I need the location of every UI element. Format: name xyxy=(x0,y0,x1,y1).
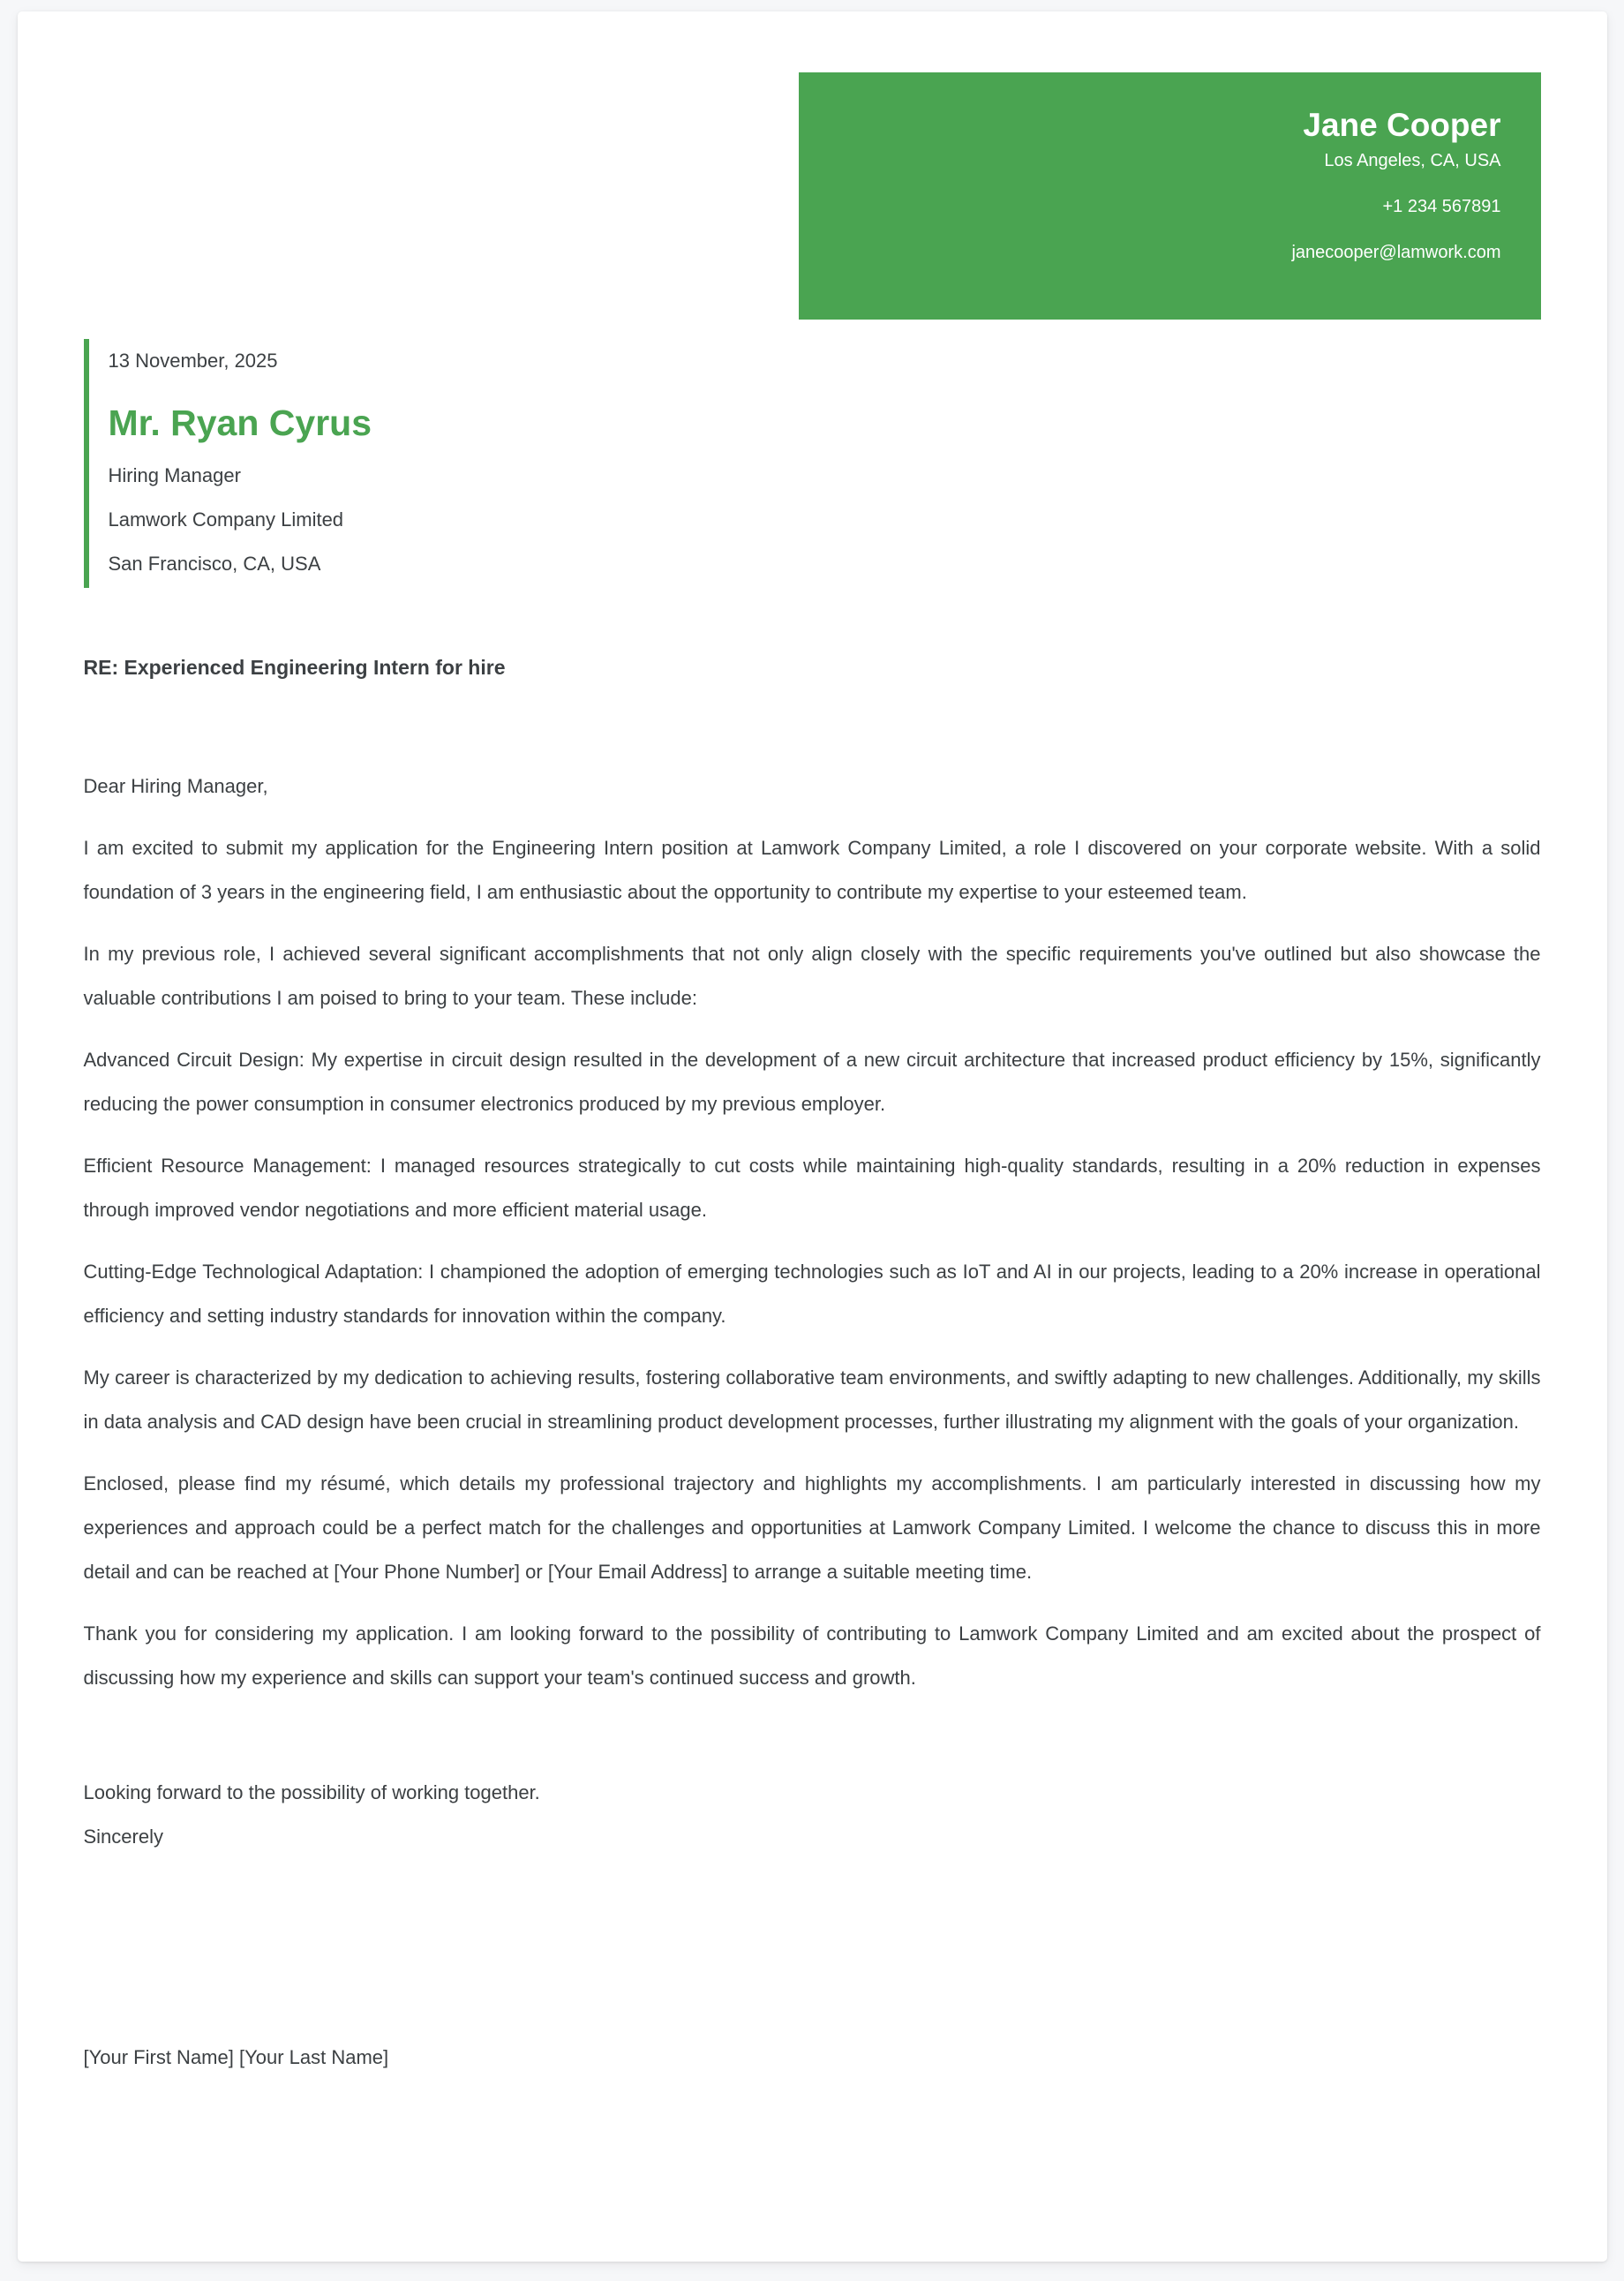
body-paragraph: Enclosed, please find my résumé, which details my professional trajectory and highlights my accomplishments. I am particularly interested in discussing how my experiences and approach could be a perfect match for the challenges and opportunities at Lamwork Company Limited. I welcome the chance to discuss this in more detail and can be reached at [Your Phone Number] or [Your Email Address] to arrange a suitable meeting time. xyxy=(83,1472,1541,1583)
sender-email: janecooper@lamwork.com xyxy=(1291,243,1501,262)
subject-line: RE: Experienced Engineering Intern for hire xyxy=(83,656,506,679)
signoff: Sincerely xyxy=(83,1826,163,1848)
closing-block xyxy=(84,1771,1541,1859)
body-paragraph: Efficient Resource Management: I managed resources strategically to cut costs while maintaining high-quality standards, resulting in a 20% reduction in expenses through improved vendor negotiations and more efficient material usage. xyxy=(83,1155,1541,1221)
body-paragraph: I am excited to submit my application for the Engineering Intern position at Lamwork Company Limited, a role I discovered on your corporate website. With a solid foundation of 3 years in the engineering field, I am enthusiastic about the opportunity to contribute my expertise to your esteemed team. xyxy=(83,837,1541,903)
recipient-company: Lamwork Company Limited xyxy=(108,508,344,531)
body-paragraph: Cutting-Edge Technological Adaptation: I championed the adoption of emerging technologies such as IoT and AI in our projects, leading to a 20% increase in operational efficiency and setting industry standards for innovation within the company. xyxy=(83,1261,1541,1327)
body-paragraph: Advanced Circuit Design: My expertise in circuit design resulted in the development of a new circuit architecture that increased product efficiency by 15%, significantly reducing the power consumption in consumer electronics produced by my previous employer. xyxy=(83,1049,1541,1115)
recipient-name: Mr. Ryan Cyrus xyxy=(108,403,372,443)
letter-date: 13 November, 2025 xyxy=(108,350,278,372)
recipient-block xyxy=(84,339,1541,588)
body-paragraph: My career is characterized by my dedication to achieving results, fostering collaborative team environments, and swiftly adapting to new challenges. Additionally, my skills in data analysis and CAD design have been crucial in streamlining product development processes, further illustrating my alignment with the goals of your organization. xyxy=(83,1366,1541,1433)
recipient-title: Hiring Manager xyxy=(108,464,241,486)
body-paragraph: In my previous role, I achieved several significant accomplishments that not only align closely with the specific requirements you've outlined but also showcase the valuable contributions I am poised to bring to your team. These include: xyxy=(83,943,1541,1009)
closing-line: Looking forward to the possibility of working together. xyxy=(83,1781,540,1803)
sender-name: Jane Cooper xyxy=(1303,107,1501,143)
sender-location: Los Angeles, CA, USA xyxy=(1324,151,1501,170)
signature-placeholder: [Your First Name] [Your Last Name] xyxy=(83,2046,389,2068)
sender-contact-card xyxy=(799,72,1541,320)
salutation: Dear Hiring Manager, xyxy=(83,775,268,797)
header-row xyxy=(84,72,1541,320)
body-paragraph: Thank you for considering my application. I am looking forward to the possibility of contributing to Lamwork Company Limited and am excited about the prospect of discussing how my experience and skills can support your team's continued success and growth. xyxy=(83,1622,1541,1689)
sender-phone: +1 234 567891 xyxy=(1382,197,1501,216)
letter-page xyxy=(18,11,1607,2262)
letter-body xyxy=(84,764,1541,1700)
recipient-location: San Francisco, CA, USA xyxy=(108,553,321,575)
